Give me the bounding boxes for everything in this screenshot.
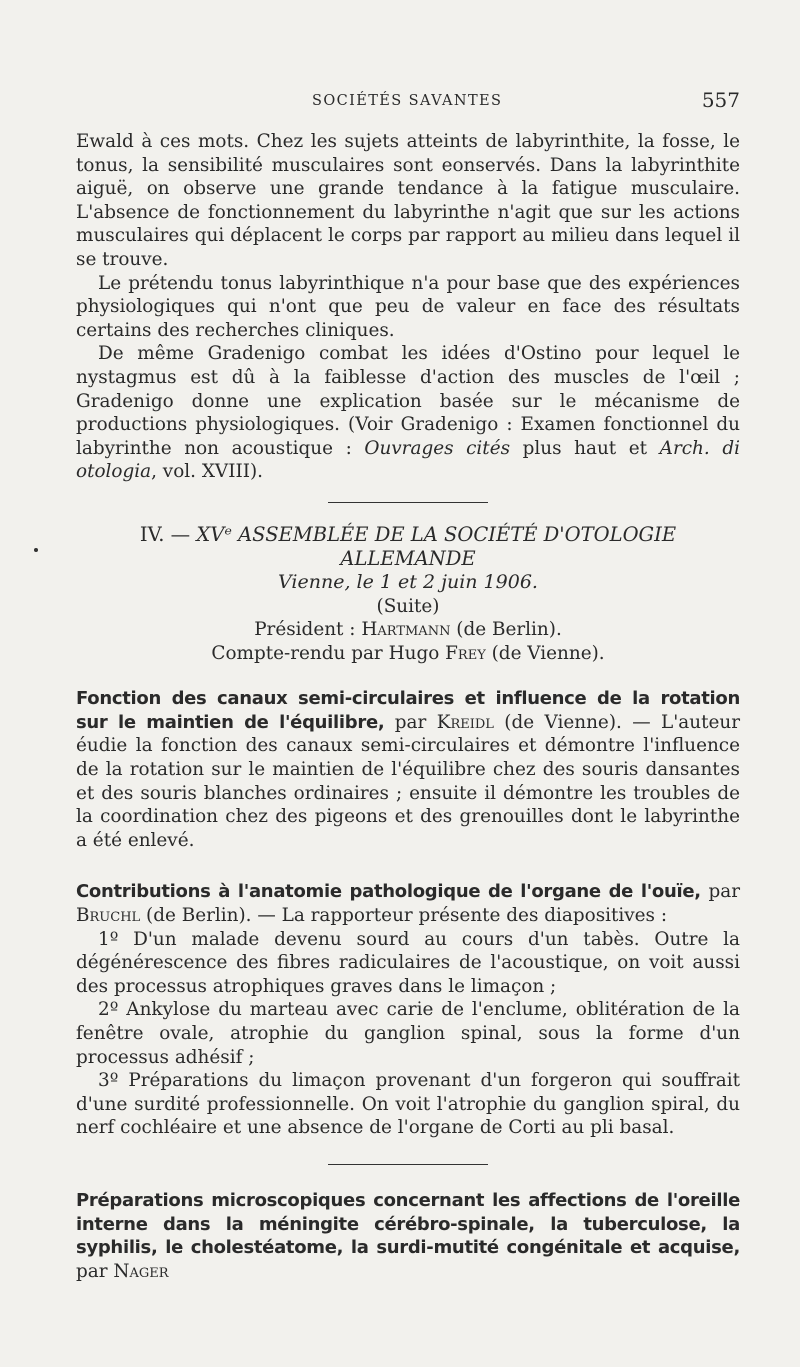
- report-city: (de Vienne).: [485, 642, 605, 664]
- item-by: par: [76, 1260, 114, 1282]
- item-nager: [76, 1189, 740, 1283]
- report-line: [76, 642, 740, 666]
- page-body: [76, 130, 740, 1283]
- paragraph-text: plus haut et: [510, 437, 660, 459]
- separator-rule: [328, 502, 488, 503]
- item-kreidl: [76, 687, 740, 852]
- suite-label: (Suite): [376, 595, 440, 617]
- paragraph-text: De même Gradenigo combat les idées d'Ostino pour lequel le nystagmus est dû à la faiblesse d'action des muscles de l'œil ; Gradenigo donne une explication basée sur le mécanisme de productions physiologiques. (Voir Gradenigo : Examen fonctionnel du labyrinthe non acoustique :: [76, 343, 740, 459]
- item-title: Contributions à l'anatomie pathologique de l'organe de l'ouïe,: [76, 881, 701, 903]
- president-label: Président :: [254, 619, 362, 641]
- section-numeral: IV. —: [139, 522, 197, 546]
- paragraph: Le prétendu tonus labyrinthique n'a pour base que des expériences physiologiques qui n'ont que peu de valeur en face des résultats certains des recherches cliniques.: [76, 272, 740, 341]
- section-title: ALLEMANDE: [340, 546, 476, 570]
- item-bruchl: [76, 880, 740, 927]
- margin-dot: [34, 548, 38, 552]
- italic-reference: Arch. di otologia: [76, 437, 740, 483]
- item-text: (de Berlin). — La rapporteur présente des diapositives :: [140, 905, 668, 927]
- place-date: [76, 571, 740, 595]
- page-number: 557: [701, 88, 740, 112]
- list-item: 3º Préparations du limaçon provenant d'un forgeron qui souffrait d'une surdité professionnelle. On voit l'atrophie du ganglion spiral, du nerf cochléaire et une absence de l'organe de Corti au pli basal.: [76, 1070, 740, 1139]
- item-title: Préparations microscopiques concernant les affections de l'oreille interne dans la méningite cérébro-spinale, la tuberculose, la syphilis, le cholestéatome, la surdi-mutité congénitale et acquise,: [76, 1189, 740, 1259]
- item-by: par: [700, 881, 740, 903]
- separator-rule: [328, 1164, 488, 1165]
- item-author: Bruchl: [76, 905, 141, 927]
- item-author: Nager: [113, 1260, 169, 1282]
- item-author: Kreidl: [436, 711, 494, 733]
- paragraph-text: , vol. XVIII).: [151, 461, 264, 483]
- item-text: (de Vienne). — L'auteur éudie la fonction des canaux semi-circulaires et démontre l'influence de la rotation sur le maintien de l'équilibre chez des souris dansantes et des souris blanches ordinaires ; ensuite il démontre les troubles de la coordination chez des pigeons et des grenouilles dont le labyrinthe a été enlevé.: [76, 711, 740, 851]
- report-name: Frey: [445, 642, 486, 664]
- president-city: (de Berlin).: [450, 619, 562, 641]
- paragraph: Ewald à ces mots. Chez les sujets atteints de labyrinthite, la fosse, le tonus, la sensibilité musculaires sont eonservés. Dans la labyrinthite aiguë, on observe une grande tendance à la fatigue musculaire. L'absence de fonctionnement du labyrinthe n'agit que sur les actions musculaires qui déplacent le corps par rapport au milieu dans lequel il se trouve.: [76, 131, 740, 270]
- section-heading: [76, 523, 740, 571]
- running-head: SOCIÉTÉS SAVANTES: [312, 93, 503, 109]
- section-title: XVᵉ ASSEMBLÉE DE LA SOCIÉTÉ D'OTOLOGIE: [196, 522, 677, 546]
- item-by: par: [384, 711, 437, 733]
- italic-reference: Ouvrages cités: [364, 437, 511, 459]
- item-title: Fonction des canaux semi-circulaires et influence de la rotation sur le maintien de l'équilibre,: [76, 688, 740, 733]
- list-item: 2º Ankylose du marteau avec carie de l'enclume, oblitération de la fenêtre ovale, atrophie du ganglion spinal, sous la forme d'un processus adhésif ;: [76, 999, 740, 1068]
- place-date-text: Vienne, le 1 et 2 juin 1906.: [278, 570, 538, 593]
- president-line: [76, 618, 740, 642]
- list-item: 1º D'un malade devenu sourd au cours d'un tabès. Outre la dégénérescence des fibres radiculaires de l'acoustique, on voit aussi des processus atrophiques graves dans le limaçon ;: [76, 928, 740, 997]
- report-label: Compte-rendu par Hugo: [211, 642, 446, 664]
- page-header: [76, 88, 740, 118]
- president-name: Hartmann: [361, 619, 451, 641]
- paragraph: [76, 342, 740, 484]
